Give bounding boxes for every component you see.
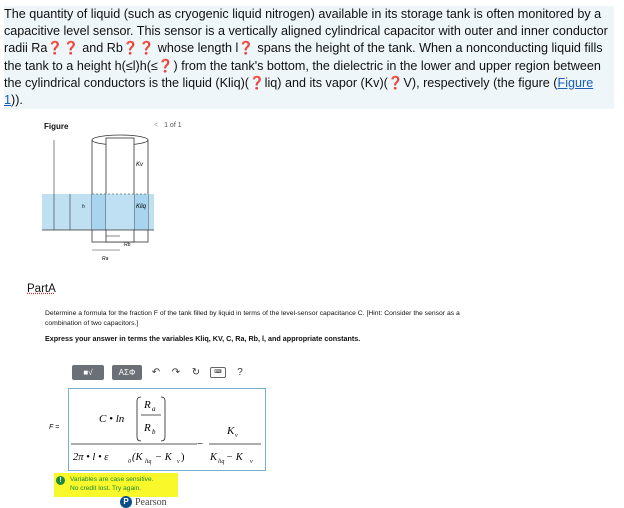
ra-label: Ra (102, 256, 109, 262)
denom-v: v (177, 459, 180, 465)
kv-num-sub: v (235, 433, 238, 439)
h-label: h (82, 204, 85, 210)
ra-symbol: R (144, 399, 151, 411)
part-title: PartA (27, 283, 56, 295)
kv-den: − K (226, 452, 243, 463)
kv-label: Kv (136, 162, 144, 168)
templates-button[interactable]: ■√ (72, 365, 104, 380)
math-toolbar (72, 361, 262, 383)
c-ln: C • ln (99, 413, 125, 425)
denom-k: (K (132, 452, 143, 463)
denom-minus-kv: − K (155, 452, 172, 463)
feedback-line2: No credit lost. Try again. (70, 484, 142, 492)
kv-den-sub: v (250, 459, 253, 465)
figure-pager: < 1 of 1 (154, 122, 182, 129)
kliq-den: K (210, 452, 218, 463)
alert-icon: ! (56, 476, 65, 485)
figure-link[interactable]: Figure 1 (4, 75, 594, 108)
pearson-icon: P (120, 496, 132, 508)
feedback-box (54, 473, 178, 497)
rb-label: Rb (124, 242, 131, 248)
redo-icon[interactable]: ↷ (171, 366, 181, 378)
capacitor-figure (40, 132, 160, 272)
answer-variable: F = (49, 424, 60, 431)
denom-liq: liq (145, 459, 152, 465)
feedback-line1: Variables are case sensitive. (70, 476, 154, 483)
question-text: Determine a formula for the fraction F of the tank filled by liquid in terms of the level-sensor capacitance C. [Hint: Consider the sensor as a combination of two capacitors.] (45, 310, 460, 327)
denom-paren: ) (181, 452, 185, 463)
kliq-label: Kliq (136, 204, 147, 210)
ra-sub: a (152, 405, 156, 413)
problem-statement: The quantity of liquid (such as cryogenic liquid nitrogen) available in its storage tank is often monitored by a capacitive level sensor. This sensor is a vertically aligned cylindrical capacitor with outer and inner conductor radii Ra❓❓ and Rb❓❓ whose length l❓ spans the height of the tank. When a nonconducting liquid fills the tank to a height h(≤l)h(≤❓) from the tank's bottom, the dielectric in the lower and upper region between the cylindrical conductors is the liquid (Kliq)(❓liq) and its vapor (Kv)(❓V), respectively (the figure (Figure 1)). (4, 6, 614, 109)
figure-label: Figure (44, 122, 69, 131)
kliq-den-sub: liq (218, 459, 225, 465)
minus-sign: − (197, 438, 204, 450)
kv-num: K (227, 425, 235, 437)
symbols-button[interactable]: AΣΦ (112, 365, 142, 380)
answer-input[interactable] (68, 388, 266, 471)
prev-figure-icon[interactable]: < (154, 122, 159, 129)
pearson-logo: P Pearson (120, 496, 167, 508)
rb-sub: b (152, 428, 156, 436)
undo-icon[interactable]: ↶ (151, 366, 161, 378)
keyboard-icon[interactable]: ⌨ (210, 367, 226, 378)
denom-zero: 0 (128, 459, 131, 465)
help-button[interactable]: ? (237, 366, 243, 378)
rb-symbol: R (144, 422, 151, 434)
reset-icon[interactable]: ↻ (191, 366, 201, 378)
denom-prefix: 2π • l • ε (73, 452, 109, 463)
instruction-text: Express your answer in terms the variables Kliq, KV, C, Ra, Rb, l, and appropriate constants. (45, 334, 361, 343)
